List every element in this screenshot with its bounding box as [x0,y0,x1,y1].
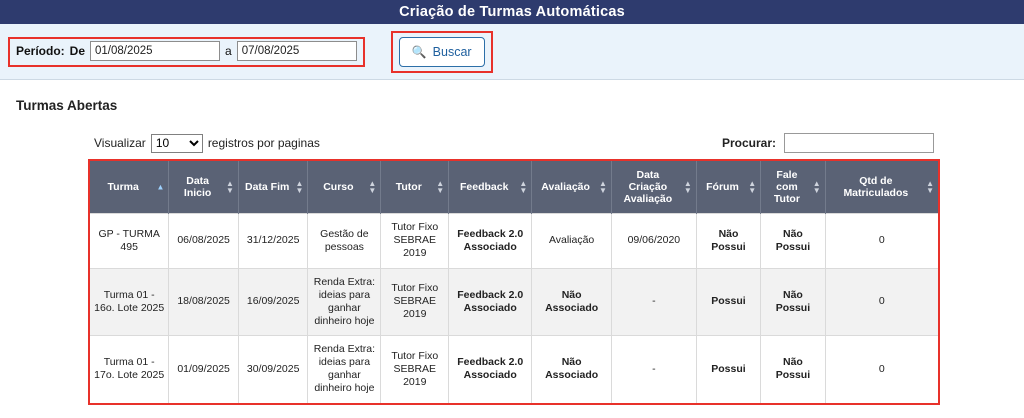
search-filter-control [722,133,934,153]
col-header-qtd-matriculados[interactable]: Qtd de Matriculados ▲ ▼ [825,161,938,214]
col-header-forum[interactable]: Fórum ▲ ▼ [696,161,760,214]
sort-arrows-icon: ▲ ▼ [295,179,304,196]
col-header-feedback[interactable]: Feedback ▲ ▼ [449,161,532,214]
sort-arrows-icon: ▲ ▼ [519,179,528,196]
table-highlight-border [88,159,940,405]
turmas-table-area [88,133,940,405]
col-header-data-criacao-avaliacao[interactable]: Data Criação Avaliação ▲ ▼ [611,161,696,214]
cell-turma: GP - TURMA 495 [90,214,169,268]
sort-arrows-icon: ▲ ▼ [683,179,692,196]
sort-arrows-icon: ▲ ▼ [926,179,934,196]
filter-panel [0,24,1024,80]
cell-qtd-matriculados: 0 [825,268,938,336]
de-label: De [69,44,86,58]
cell-avaliacao: Não Associado [532,268,612,336]
page-title-text: Criação de Turmas Automáticas [399,4,625,20]
cell-fale-com-tutor: Não Possui [761,268,825,336]
cell-feedback: Feedback 2.0 Associado [449,214,532,268]
cell-data-inicio: 18/08/2025 [169,268,239,336]
section-heading: Turmas Abertas [16,98,118,113]
table-row[interactable] [90,336,938,403]
cell-data-inicio: 06/08/2025 [169,214,239,268]
cell-avaliacao: Avaliação [532,214,612,268]
cell-tutor: Tutor Fixo SEBRAE 2019 [381,268,449,336]
procurar-input[interactable] [784,133,934,153]
cell-data-fim: 16/09/2025 [238,268,308,336]
date-separator-label: a [225,44,232,58]
page-size-control [94,134,320,153]
col-header-avaliacao[interactable]: Avaliação ▲ ▼ [532,161,612,214]
sort-arrows-icon: ▲ ▼ [599,179,607,196]
buscar-button[interactable] [399,37,485,67]
cell-turma: Turma 01 - 17o. Lote 2025 [90,336,169,403]
cell-tutor: Tutor Fixo SEBRAE 2019 [381,214,449,268]
cell-curso: Renda Extra: ideias para ganhar dinheiro hoje [308,268,381,336]
sort-arrows-icon: ▲ ▼ [812,179,821,196]
col-header-curso[interactable]: Curso ▲ ▼ [308,161,381,214]
page-title [0,0,1024,24]
visualizar-label: Visualizar [94,136,146,150]
cell-qtd-matriculados: 0 [825,214,938,268]
col-header-data-inicio[interactable]: Data Inicio ▲ ▼ [169,161,239,214]
cell-data-inicio: 01/09/2025 [169,336,239,403]
date-to-input[interactable] [237,41,357,61]
cell-forum: Possui [696,336,760,403]
procurar-label: Procurar: [721,136,776,150]
cell-avaliacao: Não Associado [532,336,612,403]
sort-arrows-icon: ▲ [156,182,165,192]
col-header-tutor[interactable]: Tutor ▲ ▼ [381,161,449,214]
sort-arrows-icon: ▲ ▼ [368,179,377,196]
cell-qtd-matriculados: 0 [825,336,938,403]
sort-arrows-icon: ▲ ▼ [225,179,234,196]
cell-data-criacao-avaliacao: - [611,336,696,403]
cell-data-fim: 30/09/2025 [238,336,308,403]
cell-feedback: Feedback 2.0 Associado [449,336,532,403]
cell-turma: Turma 01 - 16o. Lote 2025 [90,268,169,336]
cell-feedback: Feedback 2.0 Associado [449,268,532,336]
cell-curso: Renda Extra: ideias para ganhar dinheiro hoje [308,336,381,403]
table-row[interactable] [90,214,938,268]
period-filter-group [8,37,365,67]
cell-data-criacao-avaliacao: - [611,268,696,336]
col-header-data-fim[interactable]: Data Fim ▲ ▼ [238,161,308,214]
cell-fale-com-tutor: Não Possui [761,336,825,403]
page-size-select[interactable] [151,134,203,153]
sort-arrows-icon: ▲ ▼ [436,179,445,196]
cell-tutor: Tutor Fixo SEBRAE 2019 [381,336,449,403]
buscar-button-label: Buscar [432,44,472,59]
registros-label: registros por paginas [207,136,320,150]
cell-fale-com-tutor: Não Possui [761,214,825,268]
col-header-fale-com-tutor[interactable]: Fale com Tutor ▲ ▼ [761,161,825,214]
table-row[interactable] [90,268,938,336]
col-header-turma[interactable]: Turma ▲ [90,161,169,214]
cell-curso: Gestão de pessoas [308,214,381,268]
magnifier-icon: 🔍 [411,44,427,59]
sort-arrows-icon: ▲ ▼ [748,179,757,196]
cell-forum: Não Possui [696,214,760,268]
cell-forum: Possui [696,268,760,336]
cell-data-criacao-avaliacao: 09/06/2020 [611,214,696,268]
cell-data-fim: 31/12/2025 [238,214,308,268]
turmas-table [90,161,938,403]
search-button-highlight [391,31,493,73]
table-header-row [90,161,938,214]
period-label: Período: [16,44,65,58]
date-from-input[interactable] [90,41,220,61]
table-controls [88,133,940,159]
